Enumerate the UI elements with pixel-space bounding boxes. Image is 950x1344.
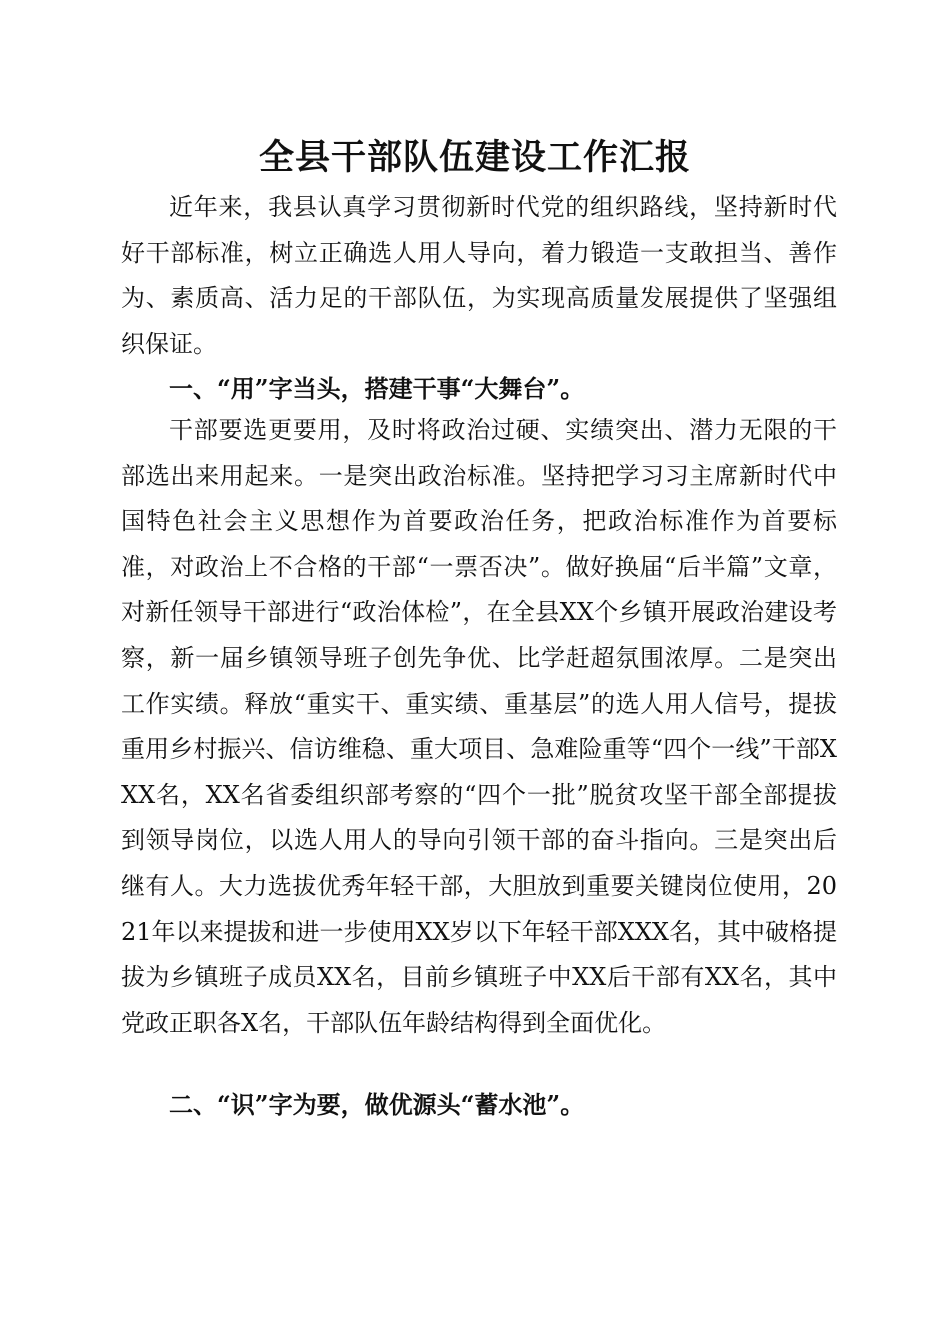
- section-1-paragraph: 干部要选更要用，及时将政治过硬、实绩突出、潜力无限的干部选出来用起来。一是突出政治标准。坚持把学习习主席新时代中国特色社会主义思想作为首要政治任务，把政治标准作为首要标准，对政治上不合格的干部“一票否决”。做好换届“后半篇”文章，对新任领导干部进行“政治体检”，在全县XX个乡镇开展政治建设考察，新一届乡镇领导班子创先争优、比学赶超氛围浓厚。二是突出工作实绩。释放“重实干、重实绩、重基层”的选人用人信号，提拔重用乡村振兴、信访维稳、重大项目、急难险重等“四个一线”干部XXX名，XX名省委组织部考察的“四个一批”脱贫攻坚干部全部提拔到领导岗位，以选人用人的导向引领干部的奋斗指向。三是突出后继有人。大力选拔优秀年轻干部，大胆放到重要关键岗位使用，2021年以来提拔和进一步使用XX岁以下年轻干部XXX名，其中破格提拔为乡镇班子成员XX名，目前乡镇班子中XX后干部有XX名，其中党政正职各X名，干部队伍年龄结构得到全面优化。: [121, 416, 837, 1037]
- section-1-heading: 一、“用”字当头，搭建干事“大舞台”。: [169, 374, 585, 403]
- document-title: 全县干部队伍建设工作汇报: [258, 137, 691, 178]
- section-2-heading: 二、“识”字为要，做优源头“蓄水池”。: [169, 1090, 585, 1119]
- intro-paragraph: 近年来，我县认真学习贯彻新时代党的组织路线，坚持新时代好干部标准，树立正确选人用人导向，着力锻造一支敢担当、善作为、素质高、活力足的干部队伍，为实现高质量发展提供了坚强组织保证。: [121, 193, 837, 358]
